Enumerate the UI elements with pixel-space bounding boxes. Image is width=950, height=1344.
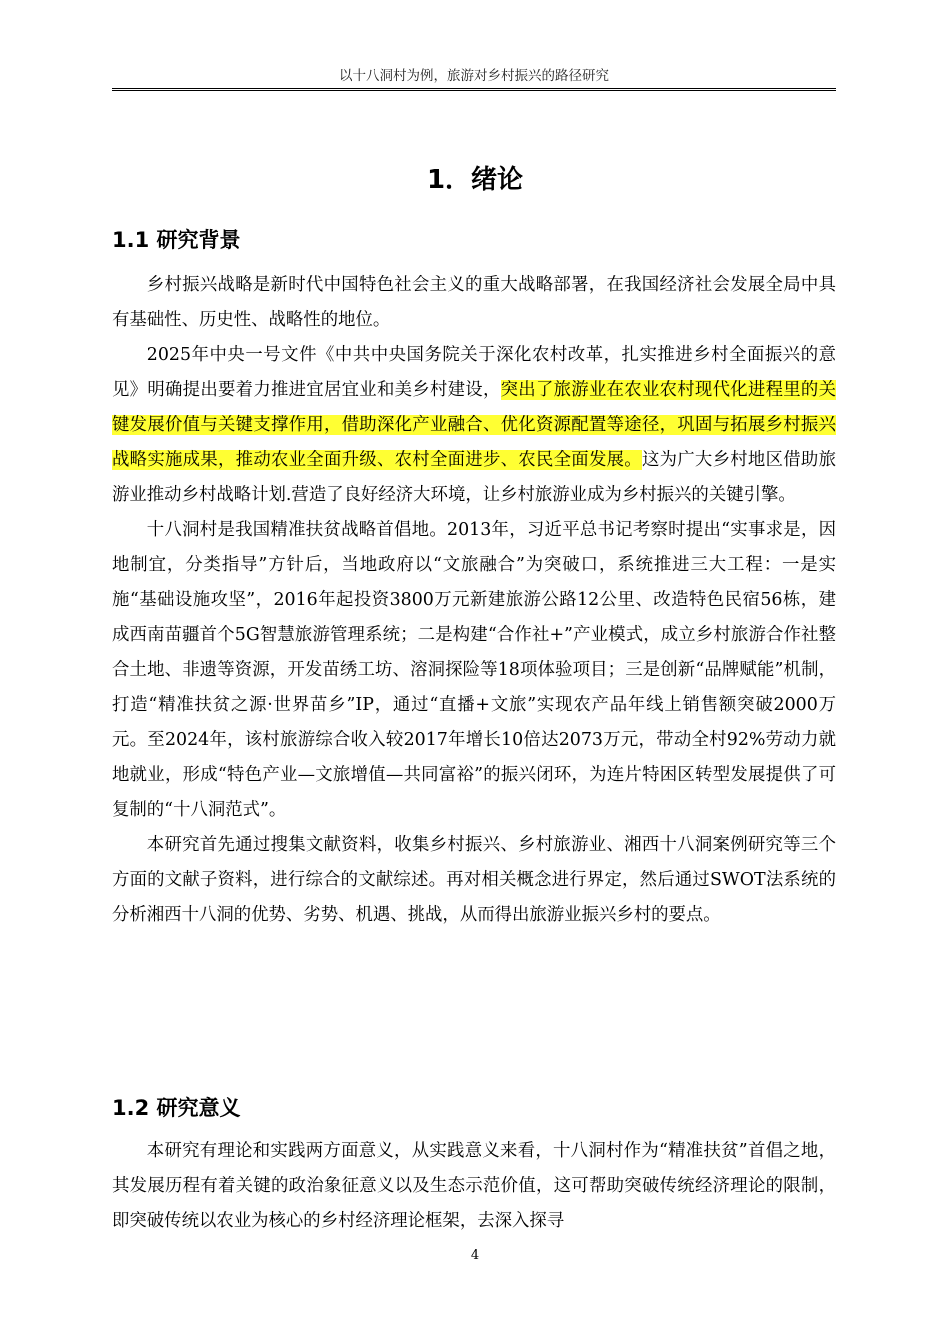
highlighted-text: 突出了旅游业在农业农村现代化进程里的关键发展价值与关键支撑作用，借助深化产业融合、优化资源配置等途径，巩固与拓展乡村振兴战略实施成果，推动农业全面升级、农村全面进步、农民全面发展。	[112, 380, 836, 470]
paragraph-text: 2025年中央一号文件《中共中央国务院关于深化农村改革，扎实推进乡村全面振兴的意见》明确提出要着力推进宜居宜业和美乡村建设，	[112, 345, 836, 400]
paragraph-text: 这为广大乡村地区借助旅游业推动乡村战略计划.营造了良好经济大环境，让乡村旅游业成为乡村振兴的关键引擎。	[112, 450, 836, 505]
paragraph: 本研究首先通过搜集文献资料，收集乡村振兴、乡村旅游业、湘西十八洞案例研究等三个方面的文献子资料，进行综合的文献综述。再对相关概念进行界定，然后通过SWOT法系统的分析湘西十八洞的优势、劣势、机遇、挑战，从而得出旅游业振兴乡村的要点。	[112, 835, 836, 925]
section-body-background	[112, 268, 836, 933]
paragraph: 乡村振兴战略是新时代中国特色社会主义的重大战略部署，在我国经济社会发展全局中具有基础性、历史性、战略性的地位。	[112, 275, 836, 330]
paragraph: 本研究有理论和实践两方面意义，从实践意义来看，十八洞村作为“精准扶贫”首倡之地，其发展历程有着关键的政治象征意义以及生态示范价值，这可帮助突破传统经济理论的限制，即突破传统以农业为核心的乡村经济理论框架，去深入探寻	[112, 1141, 836, 1231]
section-heading-significance: 1.2 研究意义	[112, 1096, 241, 1120]
section-heading-background: 1.1 研究背景	[112, 228, 241, 252]
page-number: 4	[470, 1248, 480, 1263]
running-header: 以十八洞村为例，旅游对乡村振兴的路径研究	[112, 64, 836, 91]
chapter-title: 1．绪论	[426, 165, 524, 195]
section-body-significance	[112, 1134, 836, 1239]
paragraph	[112, 338, 836, 513]
paragraph: 十八洞村是我国精准扶贫战略首倡地。2013年，习近平总书记考察时提出“实事求是，因地制宜，分类指导”方针后，当地政府以“文旅融合”为突破口，系统推进三大工程：一是实施“基础设施攻坚”，2016年起投资3800万元新建旅游公路12公里、改造特色民宿56栋，建成西南苗疆首个5G智慧旅游管理系统；二是构建“合作社+”产业模式，成立乡村旅游合作社整合土地、非遗等资源，开发苗绣工坊、溶洞探险等18项体验项目；三是创新“品牌赋能”机制，打造“精准扶贫之源·世界苗乡”IP，通过“直播+文旅”实现农产品年线上销售额突破2000万元。至2024年，该村旅游综合收入较2017年增长10倍达2073万元，带动全村92%劳动力就地就业，形成“特色产业—文旅增值—共同富裕”的振兴闭环，为连片特困区转型发展提供了可复制的“十八洞范式”。	[112, 520, 836, 820]
